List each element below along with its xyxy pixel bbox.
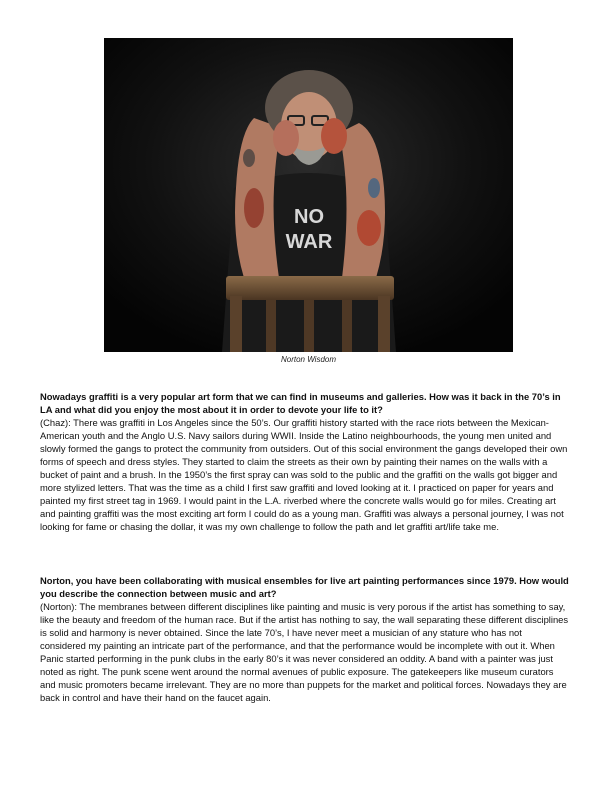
shirt-text-line1: NO (294, 206, 324, 228)
photo-caption: Norton Wisdom (280, 355, 337, 364)
question-1: Nowadays graffiti is a very popular art form that we can find in museums and galleries. How was it back in the 70’s in LA and what did you enjoy the most about it in order to devote your life to it? (40, 391, 561, 415)
interview-block-2 (40, 574, 570, 704)
interview-block-1 (40, 390, 570, 533)
shirt-text-line2: WAR (285, 231, 333, 253)
question-2: Norton, you have been collaborating with musical ensembles for live art painting performances since 1979. How would you describe the connection between music and art? (40, 575, 569, 599)
chair-top-rail (226, 276, 394, 300)
answer-2: (Norton): The membranes between different disciplines like painting and music is very porous if the artist has something to say, like the beauty and freedom of the human race. But if the artist has nothing to say, the wall separating these different disciplines is solid and harmony is never obtained. Since the late 70’s, I have never meet a musician of any stature who has not considered my painting an intricate part of the performance, and that the performance would be incomplete with out it. When Panic started performing in the punk clubs in the early 80’s it was never considered an oddity. A band with a painter was just noted as right. The punk scene went around the normal avenues of public exposure. The gatekeepers like museum curators and music promoters became irrelevant. They are no more than puppets for the market and political forces. Nowadays they are back in control and have their hand on the faucet again. (40, 601, 569, 703)
answer-1: (Chaz): There was graffiti in Los Angeles since the 50’s. Our graffiti history started with the race riots between the Mexican-American youth and the Anglo U.S. Navy sailors during WWII. Inside the Latino neighbourhoods, the young men united and slowly formed the gangs to protect the community from outsiders. Out of this social environment the gangs developed their own forms of speech and dress styles. They started to claim the streets as their own by painting their names on the walls with a bucket of paint and a brush. In the 1950’s the first spray can was sold to the public and the graffiti on the walls got bigger and more stylized letters. That was the time as a child I first saw graffiti and loved looking at it. I practiced on paper for years and painted my first street tag in 1969. I would paint in the L.A. riverbed where the concrete walls would go for miles. Creating art and painting graffiti was the most exciting art form I could do as a young man. Graffiti was always a personal journey, I was not looking for fame or chasing the dollar, it was my own challenge to follow the path and let graffiti art/life take me. (40, 417, 568, 532)
portrait-photo (104, 38, 513, 352)
